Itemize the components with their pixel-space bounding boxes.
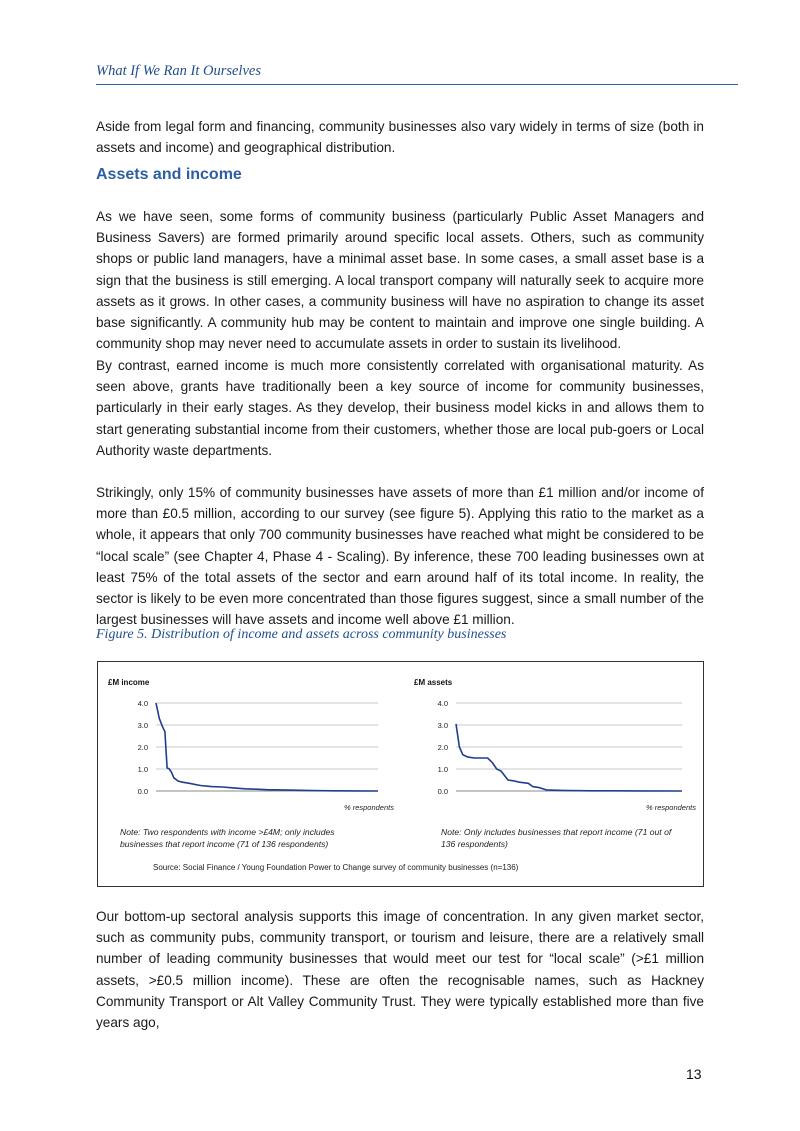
figure-caption: Figure 5. Distribution of income and assets across community businesses <box>96 627 507 642</box>
running-header <box>96 62 738 85</box>
series-line <box>456 724 682 791</box>
y-tick-label: 1.0 <box>137 765 148 774</box>
x-axis-label: % respondents <box>645 803 696 812</box>
paragraph-concentration: Strikingly, only 15% of community businesses have assets of more than £1 million and/or income of more than £0.5 million, according to our survey (see figure 5). Applying this ratio to the market as a whole, it appears that only 700 community businesses have reached what might be considered to be “local scale” (see Chapter 4, Phase 4 - Scaling). By inference, these 700 leading businesses own at least 75% of the total assets of the sector and earn around half of its total income. In reality, the sector is likely to be even more concentrated than those figures suggest, since a small number of the largest businesses will have assets and income well above £1 million. <box>96 485 704 628</box>
paragraph-sectoral: Our bottom-up sectoral analysis supports this image of concentration. In any given market sector, such as community pubs, community transport, or tourism and leisure, there are a relatively small number of leading community businesses that would meet our test for “local scale” (>£1 million assets, >£0.5 million income). These are often the recognisable names, such as Hackney Community Transport or Alt Valley Community Trust. They were typically established more than five years ago, <box>96 909 704 1031</box>
y-tick-label: 4.0 <box>137 699 148 708</box>
intro-paragraph: Aside from legal form and financing, community businesses also vary widely in terms of size (both in assets and income) and geographical distribution. <box>96 119 704 156</box>
figure-charts <box>98 662 703 886</box>
y-tick-label: 0.0 <box>137 787 148 796</box>
page-number: 13 <box>686 1066 702 1082</box>
y-tick-label: 0.0 <box>437 787 448 796</box>
note-assets-line-1: Note: Only includes businesses that report income (71 out of <box>441 827 672 837</box>
note-assets <box>441 826 671 850</box>
chart-income <box>108 678 394 812</box>
figure-source: Source: Social Finance / Young Foundation Power to Change survey of community businesses (n=136) <box>153 863 519 872</box>
figure-5 <box>97 661 704 887</box>
x-axis-label: % respondents <box>343 803 394 812</box>
y-axis-label: £M income <box>108 678 150 687</box>
section-heading: Assets and income <box>96 166 242 183</box>
y-tick-label: 1.0 <box>437 765 448 774</box>
y-tick-label: 4.0 <box>437 699 448 708</box>
y-tick-label: 3.0 <box>137 721 148 730</box>
paragraph-income: By contrast, earned income is much more consistently correlated with organisational maturity. As seen above, grants have traditionally been a key source of income for community businesses, particularly in their early stages. As they develop, their business model kicks in and allows them to start generating substantial income from their customers, whether those are local pub-goers or Local Authority waste departments. <box>96 358 704 458</box>
note-income-line-1: Note: Two respondents with income >£4M; only includes <box>120 827 335 837</box>
running-header-title: What If We Ran It Ourselves <box>96 63 261 79</box>
y-axis-label: £M assets <box>414 678 453 687</box>
y-tick-label: 2.0 <box>137 743 148 752</box>
y-tick-label: 3.0 <box>437 721 448 730</box>
y-tick-label: 2.0 <box>437 743 448 752</box>
note-assets-line-2: 136 respondents) <box>441 839 508 849</box>
note-income-line-2: businesses that report income (71 of 136 respondents) <box>120 839 329 849</box>
chart-assets <box>414 678 696 812</box>
note-income <box>120 826 335 850</box>
paragraph-assets: As we have seen, some forms of community business (particularly Public Asset Managers and Business Savers) are formed primarily around specific local assets. Others, such as community shops or public land managers, have a minimal asset base. In some cases, a small asset base is a sign that the business is still emerging. A local transport company will naturally seek to acquire more assets as it grows. In other cases, a community business will have no aspiration to change its asset base significantly. A community hub may be content to maintain and improve one single building. A community shop may never need to accumulate assets in order to sustain its livelihood. <box>96 209 704 352</box>
